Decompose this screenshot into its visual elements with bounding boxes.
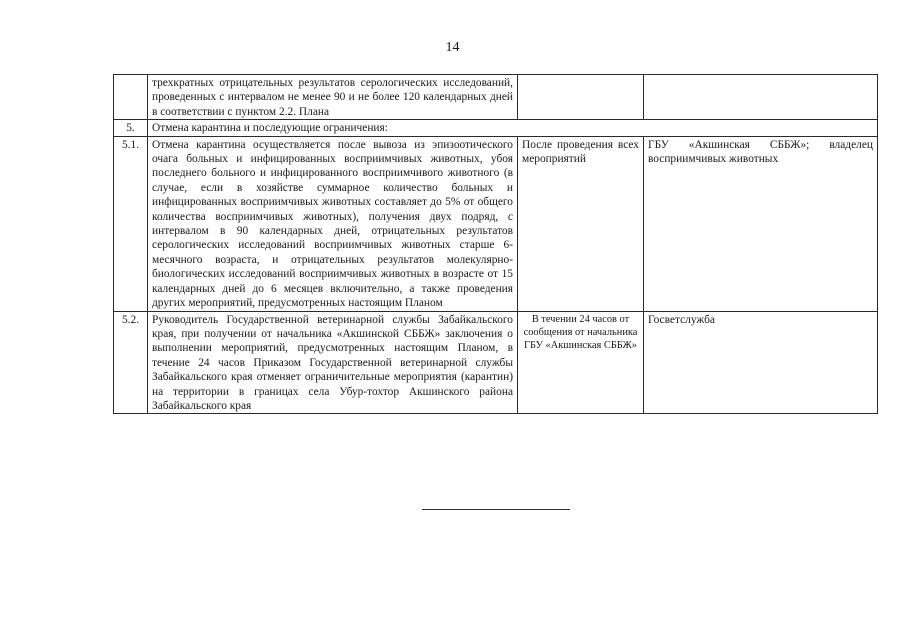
row-number: 5.2.: [114, 311, 148, 414]
row-number: [114, 75, 148, 120]
row-number: 5.1.: [114, 136, 148, 311]
deadline-cell: [518, 75, 644, 120]
measure-text: Отмена карантина осуществляется после вывоза из эпизоотического очага больных и инфицированных восприимчивых животных, убоя последнего больного и инфицированного восприимчивого животного (в случае, если в хозяйстве суммарное количество больных и инфицированных восприимчивых животных составляет до 5% от общего количества восприимчивых животных), получения двух подряд, с интервалом в 90 календарных дней, отрицательных результатов серологических исследований восприимчивых животных старше 6-месячного возраста, и отрицательных результатов молекулярно-биологических исследований восприимчивых животных в возрасте от 15 календарных дней до 6 месяцев включительно, а также проведения других мероприятий, предусмотренных настоящим Планом: [148, 136, 518, 311]
measure-text: Руководитель Государственной ветеринарной службы Забайкальского края, при получении от начальника «Акшинской СББЖ» заключения о выполнении мероприятий, предусмотренных настоящим Планом, в течение 24 часов Приказом Государственной ветеринарной службы Забайкальского края отменяет ограничительные мероприятия (карантин) на территории в границах села Убур-тохтор Акшинского района Забайкальского края: [148, 311, 518, 414]
section-row: [114, 120, 878, 136]
responsible-cell: ГБУ «Акшинская СББЖ»; владелец восприимчивых животных: [644, 136, 878, 311]
measures-table: [113, 74, 878, 414]
table-row: [114, 136, 878, 311]
closing-rule: [422, 509, 570, 510]
measure-text: трехкратных отрицательных результатов серологических исследований, проведенных с интервалом не менее 90 и не более 120 календарных дней в соответствии с пунктом 2.2. Плана: [148, 75, 518, 120]
responsible-cell: [644, 75, 878, 120]
section-number: 5.: [114, 120, 148, 136]
page-number: 14: [445, 40, 460, 55]
deadline-cell: В течении 24 часов от сообщения от начальника ГБУ «Акшинская СББЖ»: [518, 311, 644, 414]
section-title: Отмена карантина и последующие ограничения:: [148, 120, 878, 136]
deadline-cell: После проведения всех мероприятий: [518, 136, 644, 311]
table-row: [114, 75, 878, 120]
responsible-cell: Госветслужба: [644, 311, 878, 414]
table-row: [114, 311, 878, 414]
